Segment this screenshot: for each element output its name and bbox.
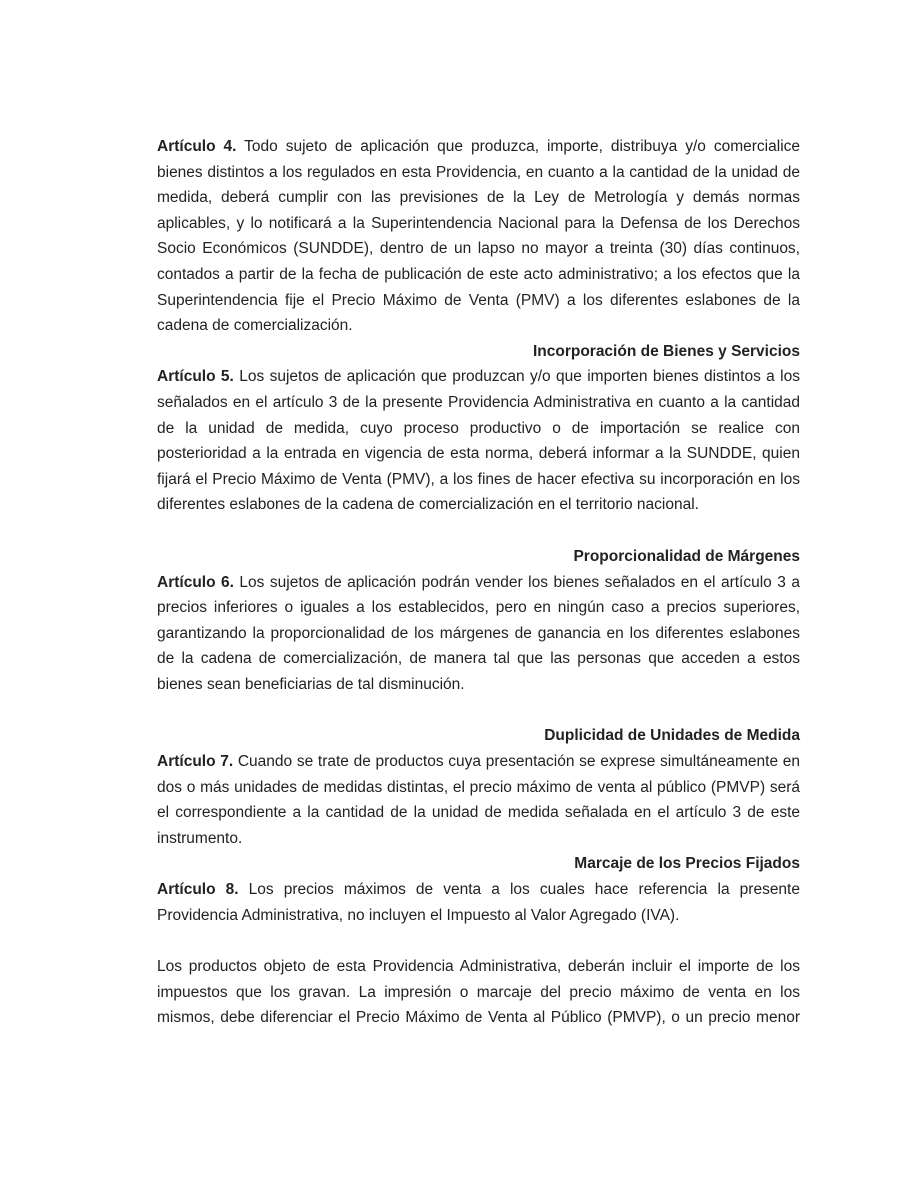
article-5-text: Los sujetos de aplicación que produzcan y/o que importen bienes distintos a los señalados en el artículo 3 de la presente Providencia Administrativa en cuanto a la cantidad de la unidad de medida, cuyo proceso productivo o de importación se realice con posterioridad a la entrada en vigencia de esta norma, deberá informar a la SUNDDE, quien fijará el Precio Máximo de Venta (PMV), a los fines de hacer efectiva su incorporación en los diferentes eslabones de la cadena de comercialización en el territorio nacional.	[157, 368, 800, 514]
article-5-label: Artículo 5.	[157, 368, 234, 386]
article-8-text: Los precios máximos de venta a los cuales hace referencia la presente Providencia Administrativa, no incluyen el Impuesto al Valor Agregado (IVA).	[157, 881, 800, 924]
article-8	[157, 877, 800, 928]
article-6-heading: Proporcionalidad de Márgenes	[573, 547, 800, 565]
article-4-text: Todo sujeto de aplicación que produzca, importe, distribuya y/o comercialice bienes distintos a los regulados en esta Providencia, en cuanto a la cantidad de la unidad de medida, deberá cumplir con las previsiones de la Ley de Metrología y demás normas aplicables, y lo notificará a la Superintendencia Nacional para la Defensa de los Derechos Socio Económicos (SUNDDE), dentro de un lapso no mayor a treinta (30) días continuos, contados a partir de la fecha de publicación de este acto administrativo; a los efectos que la Superintendencia fije el Precio Máximo de Venta (PMV) a los diferentes eslabones de la cadena de comercialización.	[157, 138, 801, 335]
closing-paragraph: Los productos objeto de esta Providencia Administrativa, deberán incluir el importe de los impuestos que los gravan. La impresión o marcaje del precio máximo de venta en los mismos, debe diferenciar el Precio Máximo de Venta al Público (PMVP), o un precio menor	[157, 958, 800, 1027]
article-8-label: Artículo 8.	[157, 881, 239, 899]
article-6	[157, 570, 800, 698]
article-4	[157, 134, 800, 339]
article-7-heading: Duplicidad de Unidades de Medida	[544, 727, 800, 745]
article-7-label: Artículo 7.	[157, 753, 234, 771]
article-6-label: Artículo 6.	[157, 573, 234, 591]
article-6-text: Los sujetos de aplicación podrán vender los bienes señalados en el artículo 3 a precios inferiores o iguales a los establecidos, pero en ningún caso a precios superiores, garantizando la proporcionalidad de los márgenes de ganancia en los diferentes eslabones de la cadena de comercialización, de manera tal que las personas que acceden a estos bienes sean beneficiarias de tal disminución.	[157, 573, 800, 693]
article-5-heading: Incorporación de Bienes y Servicios	[532, 342, 800, 360]
document-page	[157, 134, 800, 1031]
article-7-text: Cuando se trate de productos cuya presentación se exprese simultáneamente en dos o más unidades de medidas distintas, el precio máximo de venta al público (PMVP) será el correspondiente a la cantidad de la unidad de medida señalada en el artículo 3 de este instrumento.	[157, 753, 800, 847]
article-5	[157, 364, 800, 518]
article-4-label: Artículo 4.	[157, 138, 237, 155]
article-8-heading: Marcaje de los Precios Fijados	[574, 855, 800, 873]
article-7	[157, 749, 800, 851]
